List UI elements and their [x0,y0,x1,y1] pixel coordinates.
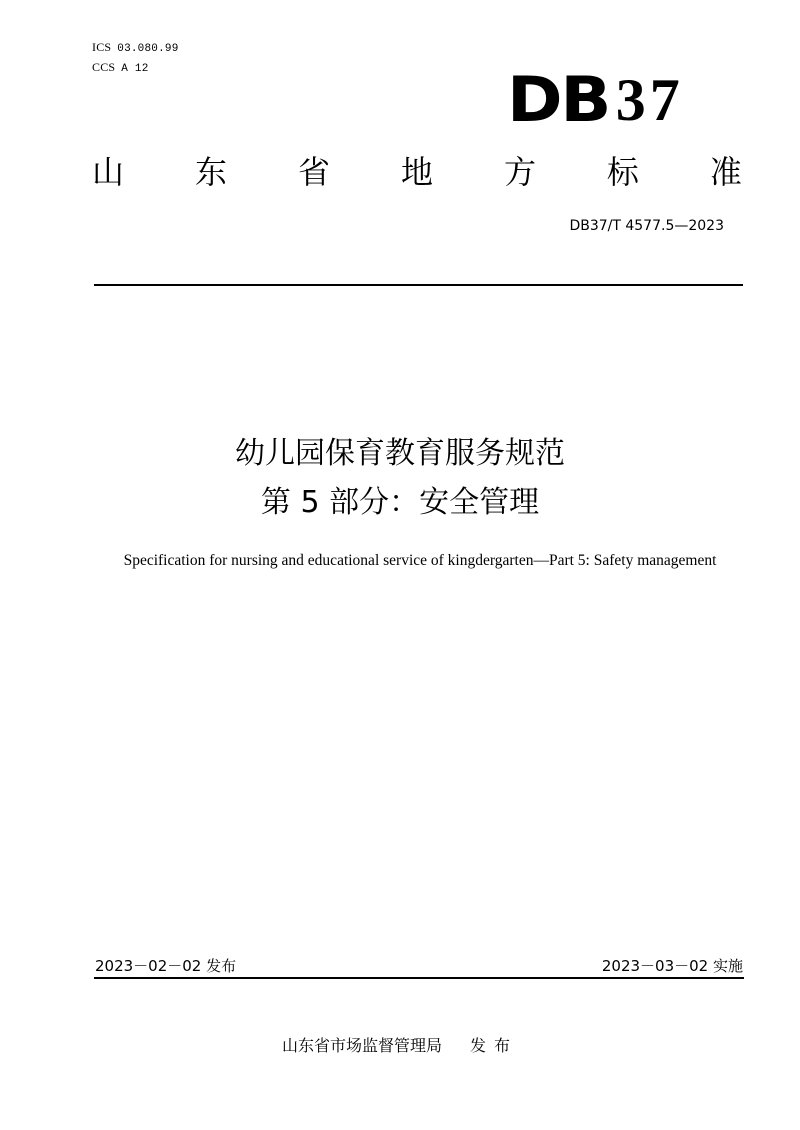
standard-number: DB37/T 4577.5—2023 [569,218,724,234]
document-part-title: 第 5 部分：安全管理 [260,485,540,520]
standard-type-char: 东 [194,153,227,191]
ics-label: ICS [92,40,112,54]
top-divider [94,284,743,286]
ics-code: 03.080.99 [117,43,179,55]
standard-type-char: 省 [297,153,330,191]
english-title: Specification for nursing and educational service of kingdergarten—Part 5: Safety management [123,552,717,569]
standard-type-char: 准 [709,153,742,191]
implement-date: 2023－03－02 实施 [601,957,743,975]
standard-type-char: 标 [606,153,639,191]
document-title: 幼儿园保育教育服务规范 [235,436,565,471]
issuer-name: 山东省市场监督管理局 [281,1036,442,1055]
db37-logo [507,63,684,136]
ccs-code-line [92,60,149,75]
bottom-divider [94,977,744,979]
ics-code-line [92,40,179,55]
publish-date: 2023－02－02 发布 [95,957,237,975]
issuer-line [0,1033,800,1056]
ccs-code: A 12 [121,63,149,75]
standard-type-char: 山 [92,153,125,191]
db-logo-letters: DB [507,63,610,136]
db-logo-number: 37 [615,67,684,133]
ccs-label: CCS [92,60,116,74]
standard-type-char: 地 [400,153,433,191]
standard-type-heading [92,150,742,194]
issue-action: 发布 [470,1036,519,1055]
standard-type-char: 方 [503,153,536,191]
